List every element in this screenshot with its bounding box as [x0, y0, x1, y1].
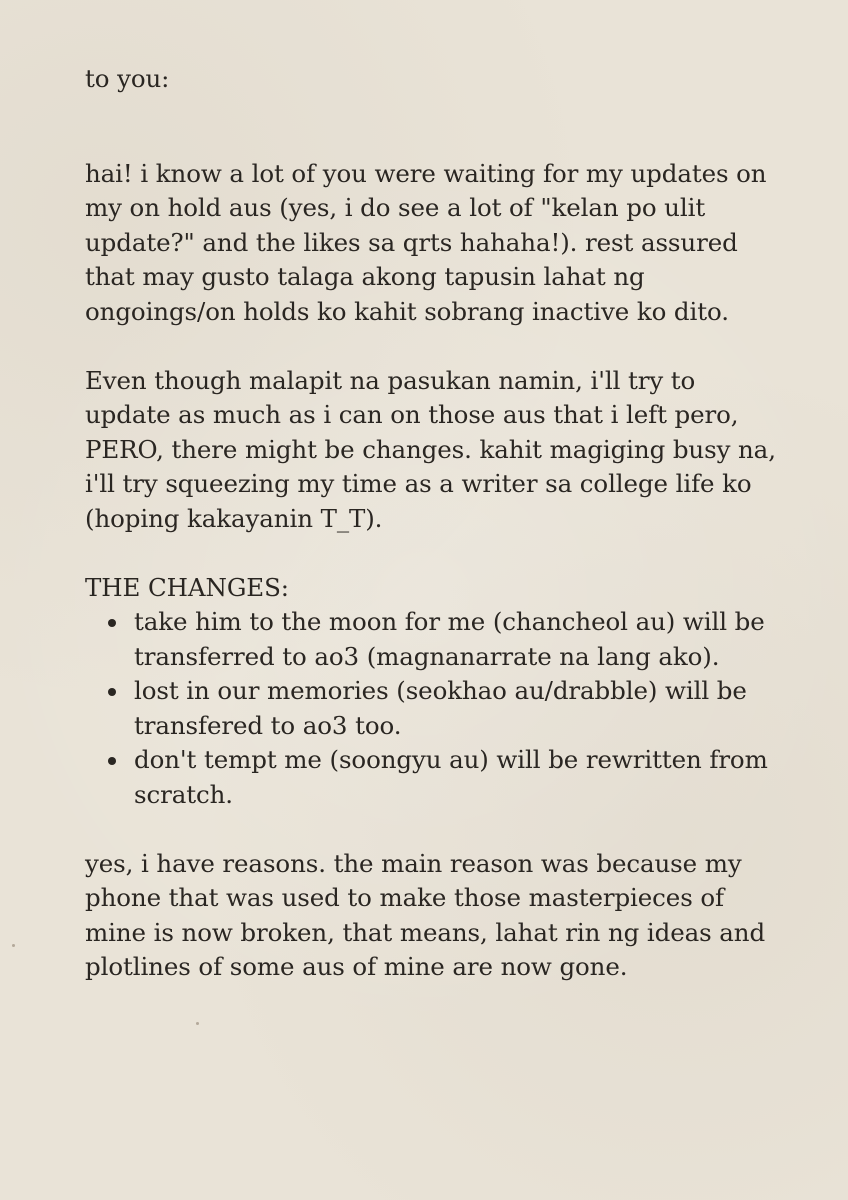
list-item: [134, 605, 785, 674]
changes-heading: THE CHANGES:: [85, 572, 289, 602]
changes-list: [85, 605, 785, 812]
paragraph-update-plan: Even though malapit na pasukan namin, i'll try to update as much as i can on those aus that i left pero, PERO, there might be changes. kahit magiging busy na, i'll try squeezing my time as a writer sa college life ko (hoping kakayanin T_T).: [85, 365, 776, 533]
change-text: lost in our memories (seokhao au/drabble) will be transfered to ao3 too.: [134, 676, 747, 740]
bullet-icon: [108, 757, 116, 765]
greeting: to you:: [85, 64, 170, 93]
paper-speck: [196, 1022, 199, 1025]
paragraph-reasons: yes, i have reasons. the main reason was because my phone that was used to make those masterpieces of mine is now broken, that means, lahat rin ng ideas and plotlines of some aus of mine are now gone.: [85, 848, 766, 981]
paragraph-intro: hai! i know a lot of you were waiting for my updates on my on hold aus (yes, i do see a lot of "kelan po ulit update?" and the likes sa qrts hahaha!). rest assured that may gusto talaga akong tapusin lahat ng ongoings/on holds ko kahit sobrang inactive ko dito.: [85, 158, 767, 326]
letter-body: [85, 62, 785, 985]
list-item: [134, 743, 785, 812]
change-text: don't tempt me (soongyu au) will be rewritten from scratch.: [134, 745, 768, 809]
change-text: take him to the moon for me (chancheol au) will be transferred to ao3 (magnanarrate na lang ako).: [134, 607, 765, 671]
bullet-icon: [108, 619, 116, 627]
bullet-icon: [108, 688, 116, 696]
list-item: [134, 674, 785, 743]
paper-speck: [12, 944, 15, 947]
